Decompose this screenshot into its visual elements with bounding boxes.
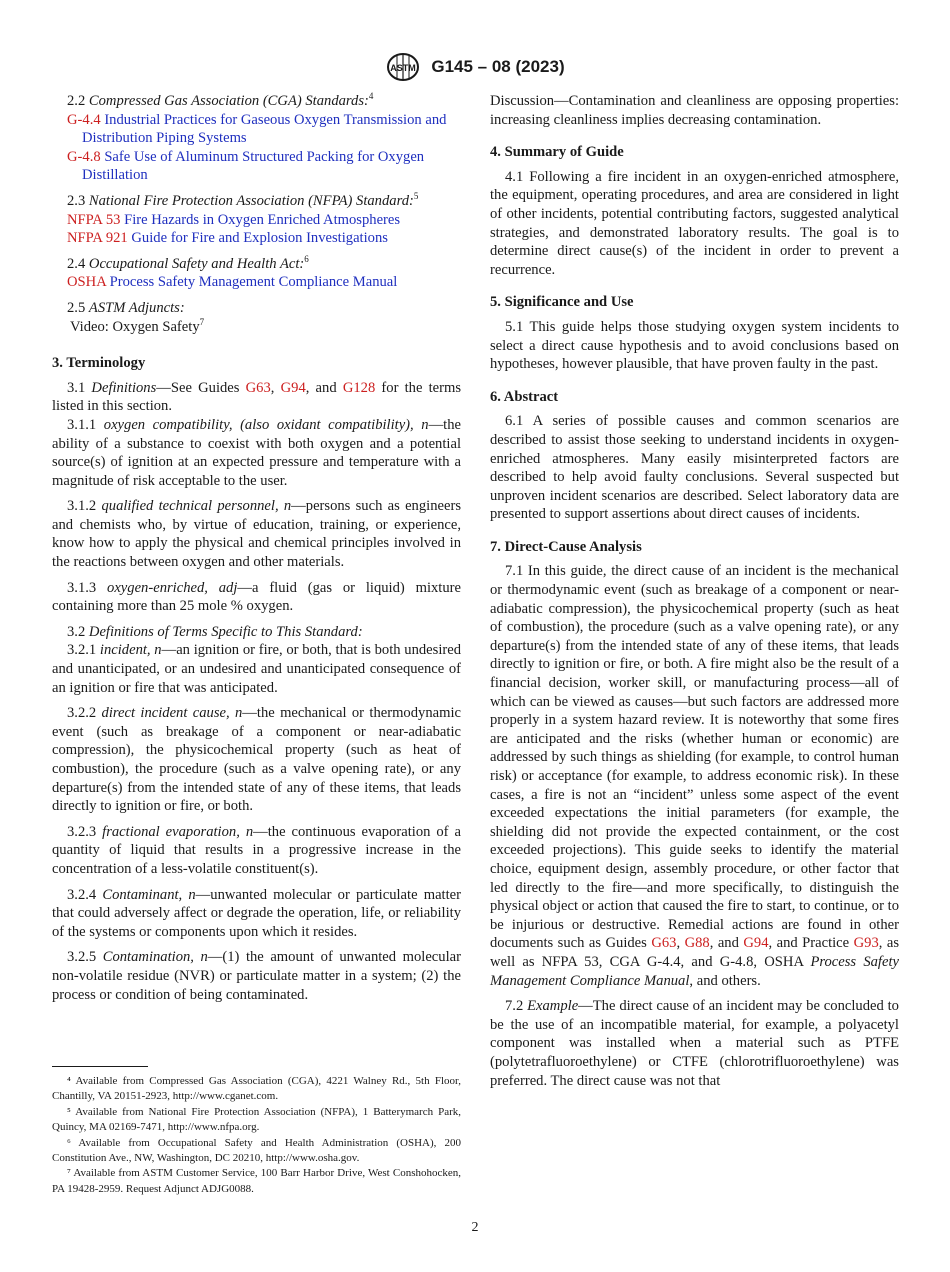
discussion-note: Discussion—Contamination and cleanliness are opposing properties: increasing cleanliness implies decreasing contamination. [490, 93, 899, 128]
para-3-1: 3.1 Definitions—See Guides G63, G94, and G128 for the terms listed in this section. [52, 379, 462, 415]
reference-nfpa-53[interactable]: NFPA 53 Fire Hazards in Oxygen Enriched Atmospheres [67, 211, 401, 228]
link-g88[interactable]: G88 [684, 935, 710, 952]
para-3-1-2: 3.1.2 qualified technical personnel, n—persons such as engineers and chemists who, by virtue of education, training, or experience, know how to apply the physical and chemical principles involved in the reactions between oxygen and other materials. [52, 498, 461, 571]
footnote-6: ⁶ Available from Occupational Safety and Health Administration (OSHA), 200 Constitution Ave., NW, Washington, DC 20210, http://www.osha.gov. [52, 1136, 461, 1165]
reference-cga-g44[interactable]: G-4.4 Industrial Practices for Gaseous Oxygen Transmission and Distribution Piping Systems [67, 111, 447, 147]
para-7-2: 7.2 Example—The direct cause of an incident may be concluded to be the use of an incompatible material, for example, a polyacetyl component was installed when a material such as PTFE (polytetrafluoroethylene) or CTFE (chlorotrifluoroethylene) was preferred. The direct cause was not that [490, 998, 899, 1089]
section-2-4-heading: 2.4 Occupational Safety and Health Act:$^6$ [67, 253, 309, 272]
para-6-1: 6.1 A series of possible causes and common scenarios are described to assist those seeking to understand incidents in oxygen-enriched atmospheres. Many easily misinterpreted factors are described to help avoid faulty conclusions. Several suspected but unproven incident scenarios are described. Select laboratory data are presented to support assertions about direct causes of incidents. [490, 413, 899, 523]
section-7-heading: 7. Direct-Cause Analysis [490, 538, 642, 555]
para-3-1-3: 3.1.3 oxygen-enriched, adj—a fluid (gas or liquid) mixture containing more than 25 mole % oxygen. [52, 579, 461, 615]
para-3-2: 3.2 Definitions of Terms Specific to This Standard: [67, 623, 363, 640]
para-3-2-2: 3.2.2 direct incident cause, n—the mechanical or thermodynamic event (such as breakage of a component or near-adiabatic compression), the physicochemical property (such as heat of combustion), the procedure (such as a valve opening rate), or any departure(s) from the intended state of any of these items, that leads directly to ignition or fire, or both. [52, 705, 461, 815]
astm-logo-icon [385, 52, 421, 82]
page-header [0, 52, 950, 82]
para-7-1: 7.1 In this guide, the direct cause of an incident is the mechanical or thermodynamic event (such as breakage of a component or near-adiabatic compression), the physicochemical property (such as heat of combustion), the procedure (such as a valve opening rate), or any departure(s) from the intended state of any of these items, that leads directly to ignition or fire, or both. A fire might also be the result of a financial decision, worker skill, or manufacturing process—all of which can be viewed as causes—but such factors are addressed more properly in a system hazard review. It is noteworthy that some fires are anticipated and the risks (whether human or economic) are addressed by such things as shielding (for example, to control human risk) or acceptance (for example, to address economic risk). In these cases, a fire is not an “incident” unless some aspect of the event exceeded expectations the initial parameters (for example, the shielding did not provide the expected containment, or the cost exceeded projections). This guide seeks to identify the material choice, equipment design, assembly procedure, or other factor that led directly to the fire—and more specifically, to distinguish the physical object or action that caused the fire to start, to continue, or to be injurious or destructive. Remedial actions are found in other documents such as Guides G63, G88, and G94, and Practice G93, as well as NFPA 53, CGA G-4.4, and G-4.8, OSHA Process Safety Management Compliance Manual, and others. [490, 563, 900, 989]
section-5-heading: 5. Significance and Use [490, 294, 634, 311]
footnote-4: ⁴ Available from Compressed Gas Association (CGA), 4221 Walney Rd., 5th Floor, Chantilly, VA 20151-2923, http://www.cganet.com. [52, 1075, 461, 1103]
para-3-2-3: 3.2.3 fractional evaporation, n—the continuous evaporation of a quantity of liquid that results in a progressive increase in the concentration of a less-volatile constituent(s). [52, 823, 461, 877]
right-column [490, 92, 899, 1090]
para-3-2-1: 3.2.1 incident, n—an ignition or fire, or both, that is both undesired and unanticipated, or an undesired and unanticipated consequence of an ignition or fire that was anticipated. [52, 642, 462, 696]
section-3-heading: 3. Terminology [52, 355, 146, 372]
para-4-1: 4.1 Following a fire incident in an oxygen-enriched atmosphere, the equipment, operating procedures, and area are considered in light of other incidents, potential contributing factors, suggested analytical strategies, and demonstrated laboratory results. The goal is to determine direct cause(s) of the incident in order to prevent a recurrence. [490, 168, 899, 278]
link-g128[interactable]: G128 [342, 379, 376, 396]
section-6-heading: 6. Abstract [490, 388, 559, 405]
link-g63[interactable]: G63 [245, 379, 271, 396]
para-3-1-1: 3.1.1 oxygen compatibility, (also oxidant compatibility), n—the ability of a substance to coexist with both oxygen and a potential source(s) of ignition at an expected pressure and temperature with a magnitude of risk acceptable to the user. [52, 416, 461, 489]
para-3-2-5: 3.2.5 Contamination, n—(1) the amount of unwanted molecular non-volatile residue (NVR) or particulate matter in a system; (2) the process or condition of being contaminated. [52, 949, 461, 1003]
page-number: 2 [471, 1220, 479, 1235]
link-g94[interactable]: G94 [743, 935, 769, 952]
link-g63[interactable]: G63 [651, 935, 677, 952]
footnotes [52, 1074, 461, 1197]
section-2-2-heading: 2.2 Compressed Gas Association (CGA) Standards:$^4$ [67, 91, 374, 109]
left-column [52, 92, 461, 1004]
footnote-7: ⁷ Available from ASTM Customer Service, 100 Barr Harbor Drive, West Conshohocken, PA 19428-2959. Request Adjunct ADJG0088. [52, 1167, 461, 1195]
link-g93[interactable]: G93 [853, 935, 879, 952]
reference-nfpa-921[interactable]: NFPA 921 Guide for Fire and Explosion Investigations [67, 230, 388, 247]
reference-osha-manual[interactable]: OSHA Process Safety Management Compliance Manual [67, 274, 398, 291]
reference-cga-g48[interactable]: G-4.8 Safe Use of Aluminum Structured Packing for Oxygen Distillation [67, 148, 425, 184]
svg-text:ASTM: ASTM [390, 63, 417, 73]
section-2-5-heading: 2.5 ASTM Adjuncts: [67, 299, 185, 316]
document-designation: G145 – 08 (2023) [431, 57, 565, 76]
section-4-heading: 4. Summary of Guide [490, 144, 624, 161]
link-g94[interactable]: G94 [280, 379, 306, 396]
para-3-2-4: 3.2.4 Contaminant, n—unwanted molecular or particulate matter that could adversely affect or degrade the operation, life, or reliability of the systems or components upon which it resides. [52, 886, 461, 940]
adjunct-video: Video: Oxygen Safety$^7$ [70, 316, 205, 335]
section-2-3-heading: 2.3 National Fire Protection Association (NFPA) Standard:$^5$ [67, 191, 419, 209]
footnote-5: ⁵ Available from National Fire Protection Association (NFPA), 1 Batterymarch Park, Quincy, MA 02169-7471, http://www.nfpa.org. [52, 1105, 461, 1134]
footnote-divider [52, 1066, 148, 1067]
para-5-1: 5.1 This guide helps those studying oxygen system incidents to select a direct cause hypothesis and to avoid conclusions based on hypotheses, however plausible, that have proven faulty in the past. [490, 318, 899, 373]
